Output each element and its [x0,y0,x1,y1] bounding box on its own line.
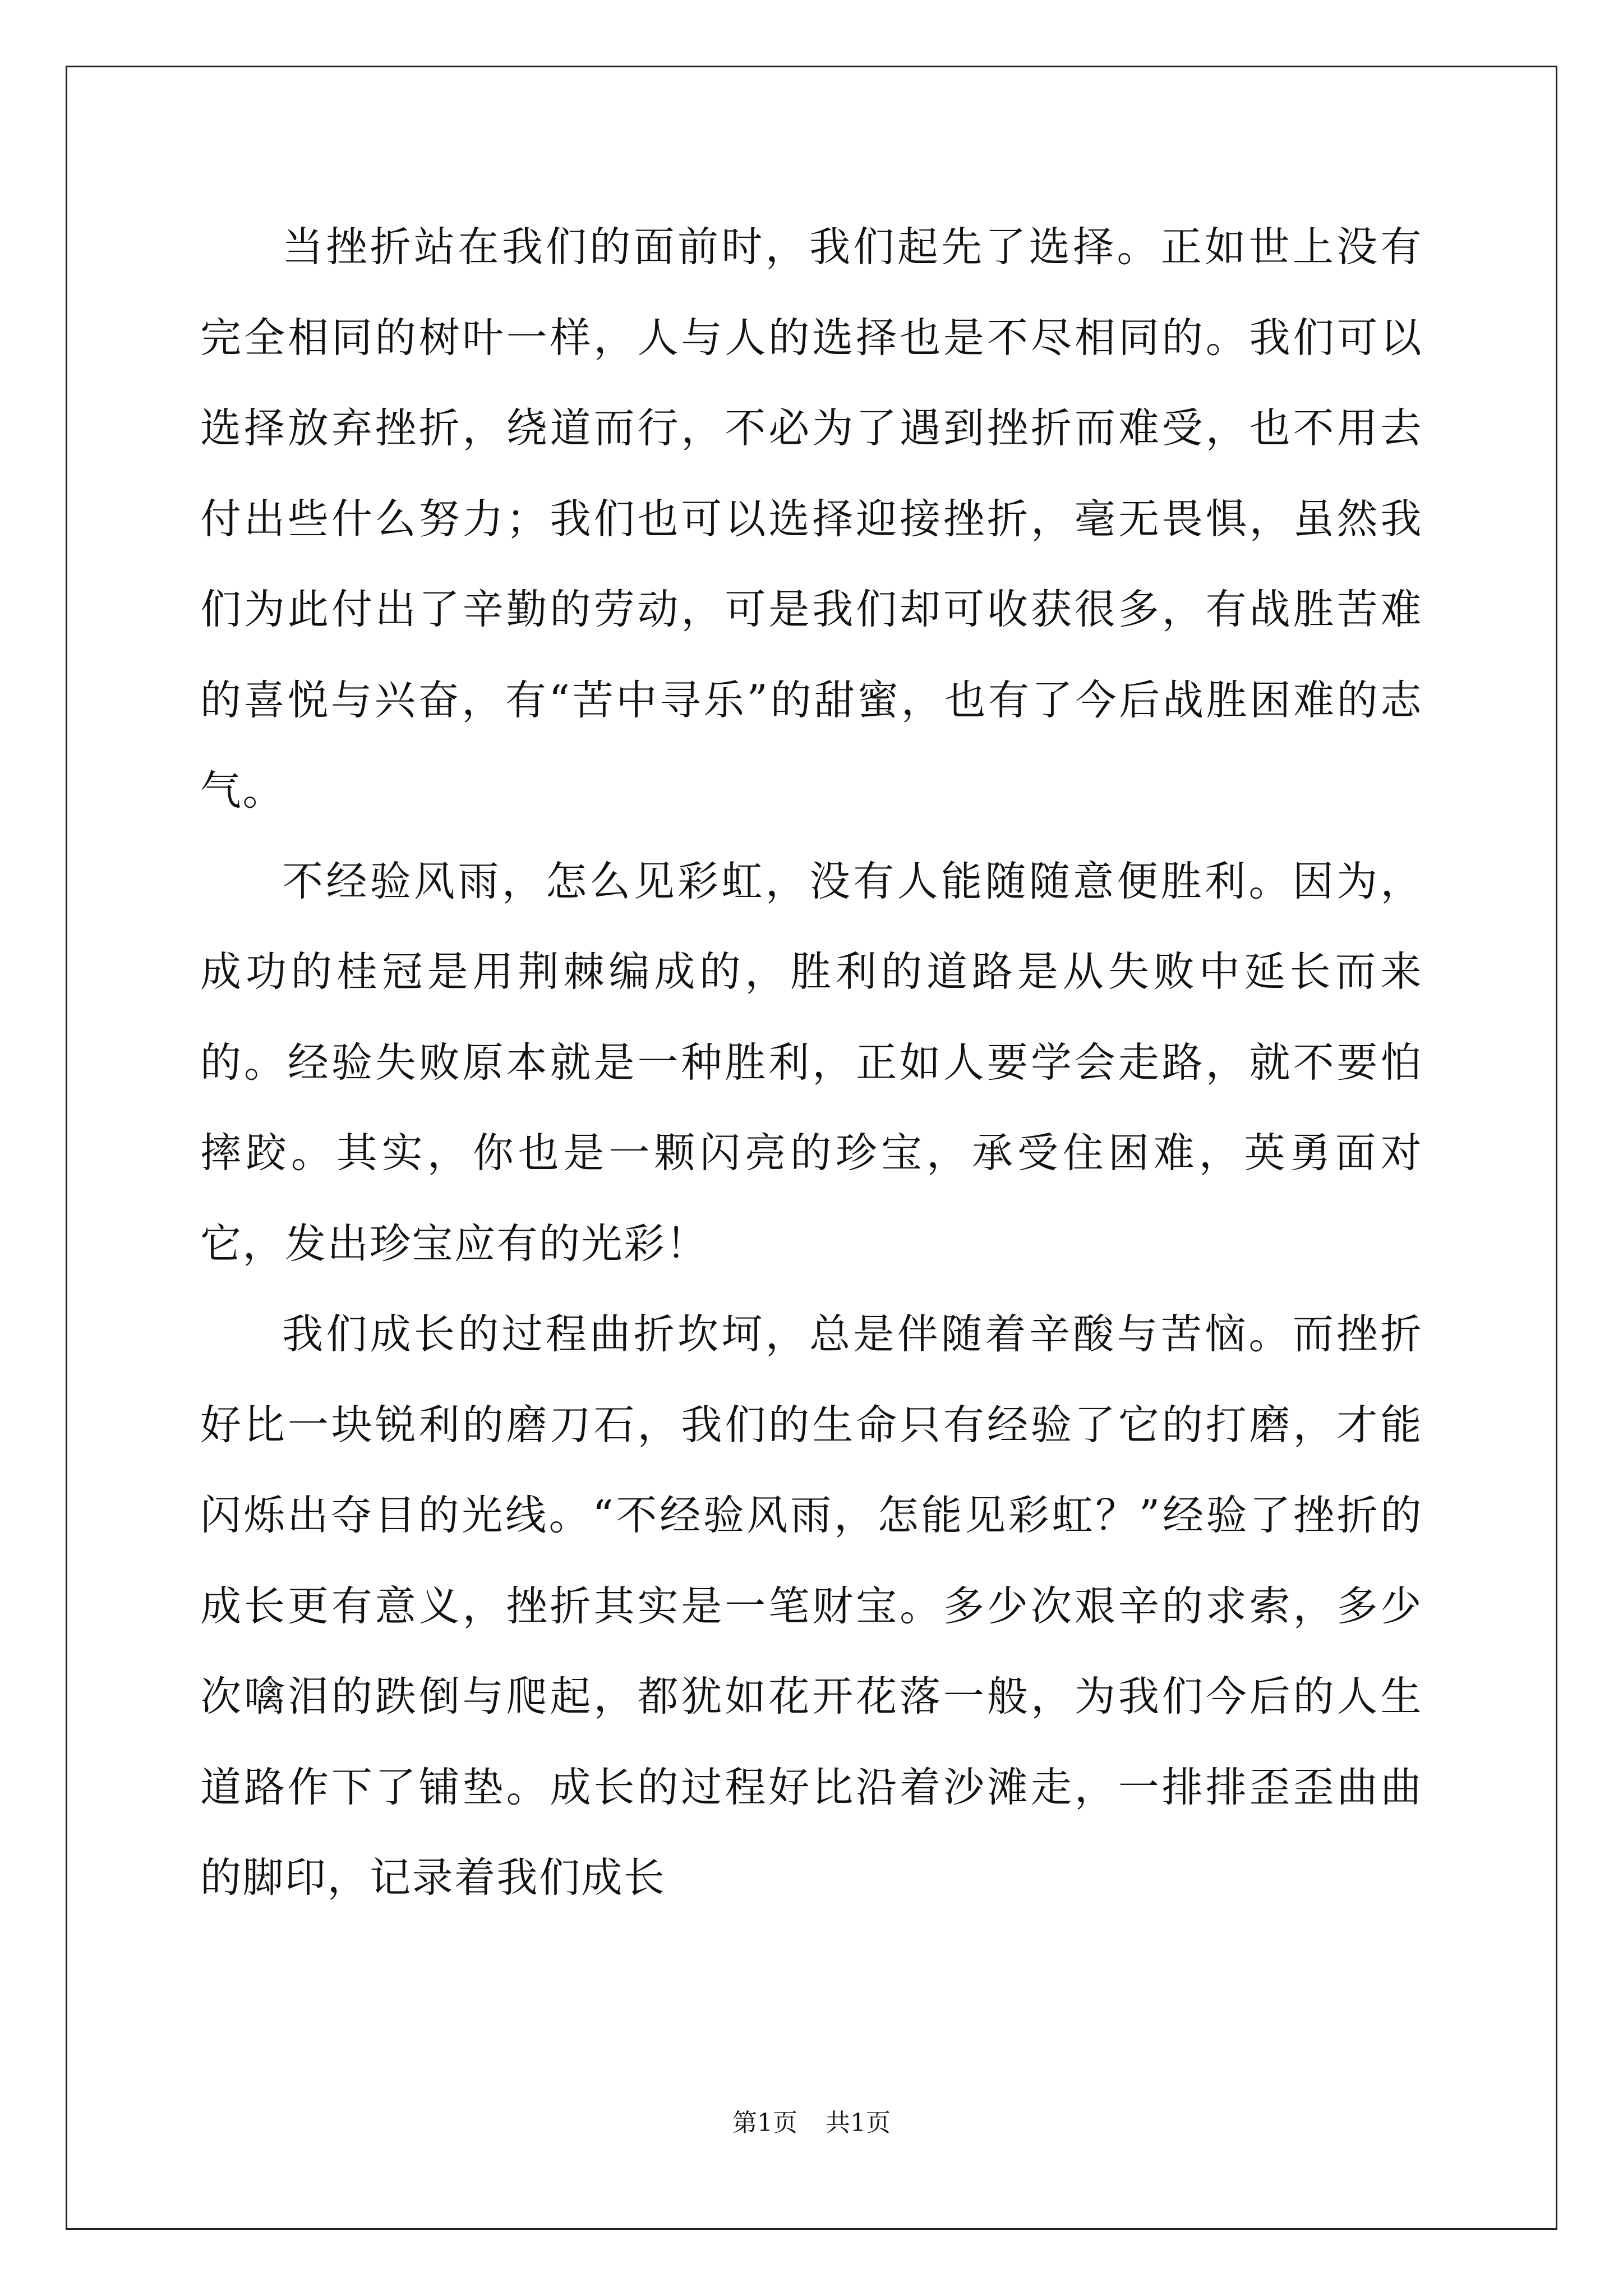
paragraph-2: 不经验风雨，怎么见彩虹，没有人能随随意便胜利。因为，成功的桂冠是用荆棘编成的，胜利的道路是从失败中延长而来的。经验失败原本就是一种胜利，正如人要学会走路，就不要怕摔跤。其实，你也是一颗闪亮的珍宝，承受住困难，英勇面对它，发出珍宝应有的光彩！ [200,857,1423,1268]
paragraph-3: 我们成长的过程曲折坎坷，总是伴随着辛酸与苦恼。而挫折好比一块锐利的磨刀石，我们的生命只有经验了它的打磨，才能闪烁出夺目的光线。“不经验风雨，怎能见彩虹？”经验了挫折的成长更有意义，挫折其实是一笔财宝。多少次艰辛的求索，多少次噙泪的跌倒与爬起，都犹如花开花落一般，为我们今后的人生道路作下了铺垫。成长的过程好比沿着沙滩走，一排排歪歪曲曲的脚印，记录着我们成长 [200,1310,1423,1902]
page-total: 共1页 [826,2109,891,2137]
paragraph-1: 当挫折站在我们的面前时，我们起先了选择。正如世上没有完全相同的树叶一样，人与人的选择也是不尽相同的。我们可以选择放弃挫折，绕道而行，不必为了遇到挫折而难受，也不用去付出些什么努力；我们也可以选择迎接挫折，毫无畏惧，虽然我们为此付出了辛勤的劳动，可是我们却可收获很多，有战胜苦难的喜悦与兴奋，有“苦中寻乐”的甜蜜，也有了今后战胜困难的志气。 [200,223,1423,815]
page-footer [0,2106,1623,2140]
page-number: 第1页 [732,2109,797,2137]
document-body [200,202,1423,1924]
